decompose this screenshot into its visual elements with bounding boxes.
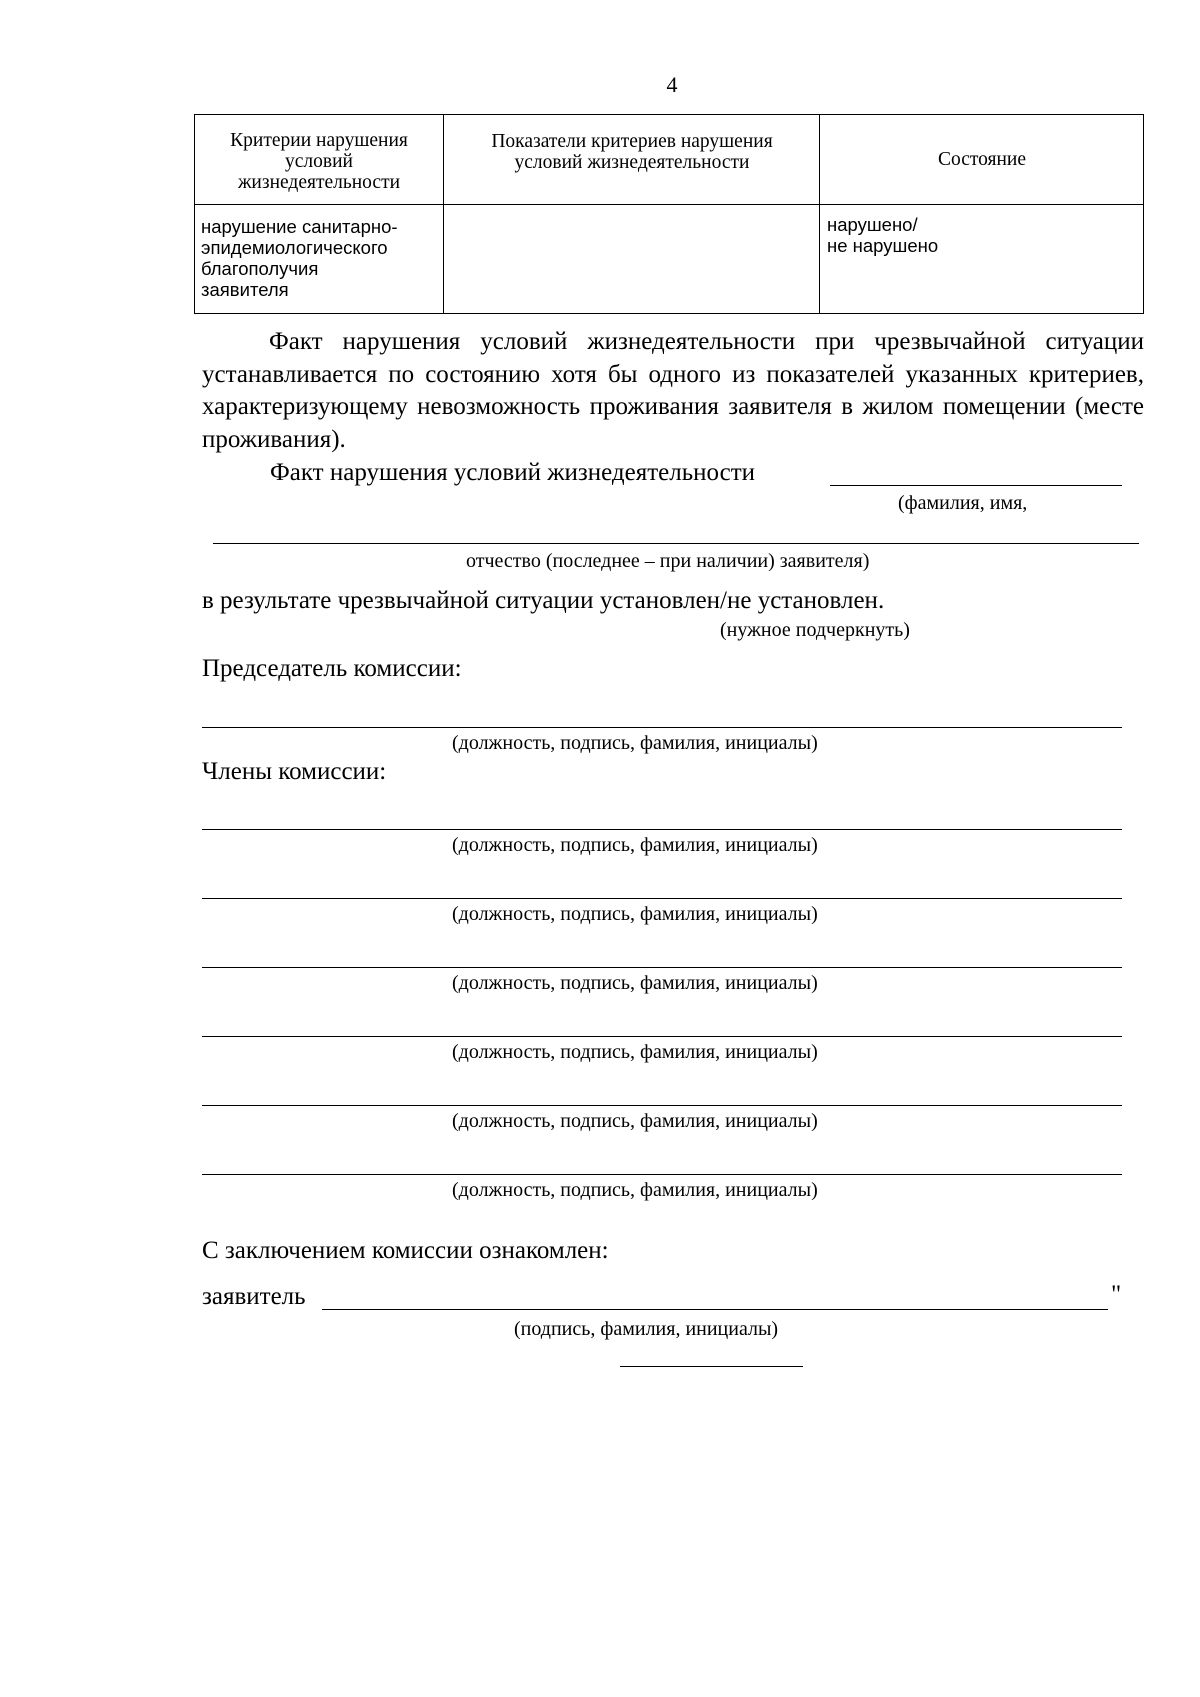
chairman-caption: (должность, подпись, фамилия, инициалы)	[452, 732, 818, 754]
status-cell	[827, 214, 1137, 256]
caption-underline: (нужное подчеркнуть)	[720, 619, 910, 641]
header-criteria-line: условий	[285, 150, 353, 172]
member-signature-line[interactable]	[202, 967, 1122, 968]
header-indicators	[445, 119, 819, 185]
criteria-table	[194, 114, 1144, 314]
closing-rule	[620, 1366, 803, 1367]
member-caption: (должность, подпись, фамилия, инициалы)	[452, 972, 818, 994]
header-status-line: Состояние	[937, 149, 1027, 170]
patronymic-fill-line[interactable]	[213, 543, 1139, 544]
member-caption: (должность, подпись, фамилия, инициалы)	[452, 903, 818, 925]
page-number: 4	[666, 72, 678, 97]
header-indicators-line: Показатели критериев нарушения	[491, 131, 773, 152]
status-line: нарушено/	[827, 214, 918, 235]
fact-label: Факт нарушения условий жизнедеятельности	[270, 459, 756, 486]
applicant-caption: (подпись, фамилия, инициалы)	[514, 1318, 779, 1340]
header-criteria	[195, 121, 443, 201]
name-fill-line[interactable]	[830, 485, 1122, 486]
member-caption: (должность, подпись, фамилия, инициалы)	[452, 1041, 818, 1063]
fact-paragraph: Факт нарушения условий жизнедеятельности при чрезвычайной ситуации устанавливается по состоянию хотя бы одного из показателей указанных критериев, характеризующему невозможность проживания заявителя в жилом помещении (месте проживания).	[202, 328, 1144, 453]
member-caption: (должность, подпись, фамилия, инициалы)	[452, 1179, 818, 1201]
member-signature-line[interactable]	[202, 1174, 1122, 1175]
member-signature-line[interactable]	[202, 1036, 1122, 1037]
criterion-line: нарушение санитарно-	[201, 216, 398, 237]
member-caption: (должность, подпись, фамилия, инициалы)	[452, 834, 818, 856]
applicant-signature-line[interactable]	[322, 1309, 1108, 1310]
caption-name: (фамилия, имя,	[898, 492, 1028, 514]
status-line: не нарушено	[827, 235, 939, 256]
criterion-line: благополучия	[201, 258, 319, 279]
header-status	[821, 115, 1143, 204]
criterion-line: эпидемиологического	[201, 237, 388, 258]
header-criteria-line: жизнедеятельности	[237, 171, 401, 193]
criterion-cell	[201, 216, 441, 300]
members-label: Члены комиссии:	[202, 758, 387, 785]
header-criteria-line: Критерии нарушения	[230, 129, 408, 151]
chairman-label: Председатель комиссии:	[202, 655, 462, 682]
member-signature-line[interactable]	[202, 829, 1122, 830]
header-indicators-line: условий жизнедеятельности	[514, 152, 750, 173]
applicant-quote: "	[1111, 1281, 1122, 1308]
member-caption: (должность, подпись, фамилия, инициалы)	[452, 1110, 818, 1132]
chairman-signature-line[interactable]	[202, 727, 1122, 728]
result-text: в результате чрезвычайной ситуации установлен/не установлен.	[202, 587, 885, 614]
caption-patronymic: отчество (последнее – при наличии) заявителя)	[466, 550, 870, 572]
member-signature-line[interactable]	[202, 1105, 1122, 1106]
criterion-line: заявителя	[201, 279, 289, 300]
applicant-label: заявитель	[202, 1283, 306, 1310]
acquainted-label: С заключением комиссии ознакомлен:	[202, 1237, 609, 1264]
member-signature-line[interactable]	[202, 898, 1122, 899]
